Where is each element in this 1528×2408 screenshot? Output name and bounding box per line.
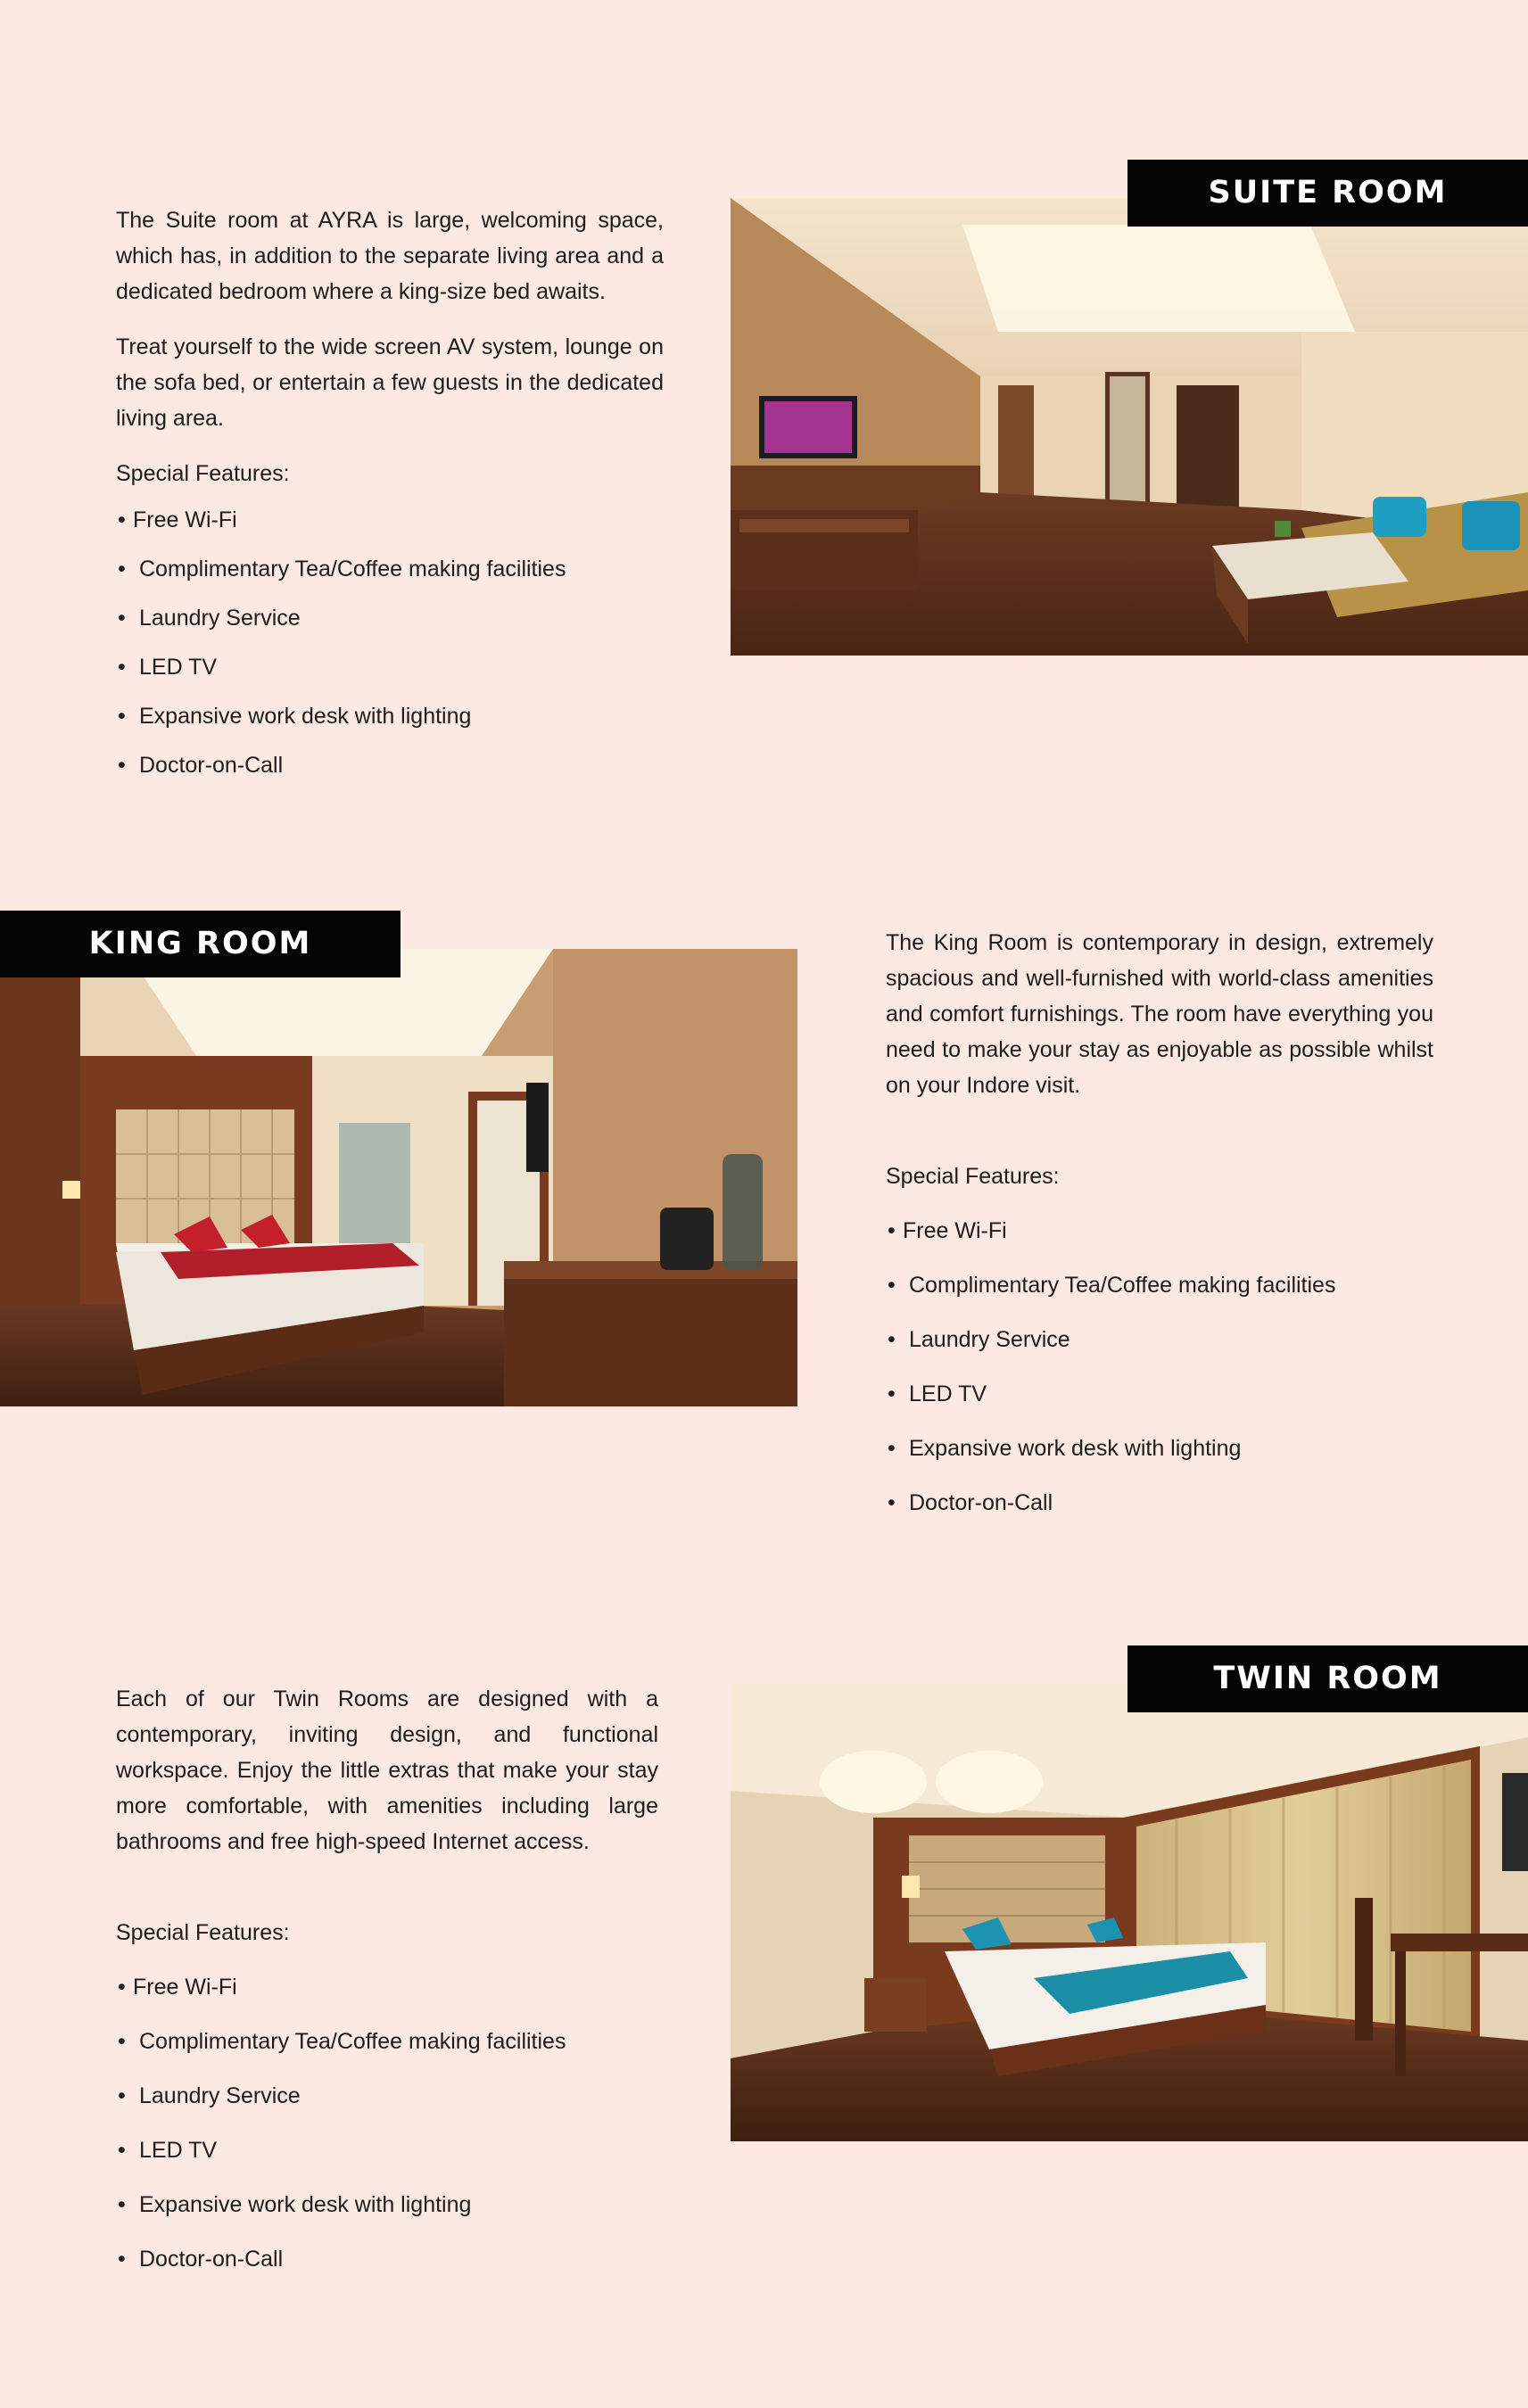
twin-room-photo	[731, 1684, 1528, 2141]
list-item: • LED TV	[116, 2132, 658, 2168]
list-item: • Doctor-on-Call	[886, 1485, 1433, 1521]
suite-feature-list	[116, 502, 664, 783]
list-item: • Laundry Service	[116, 2078, 658, 2114]
suite-description-1: The Suite room at AYRA is large, welcoming space, which has, in addition to the separate living area and a dedicated bedroom where a king-size bed awaits.	[116, 208, 664, 304]
suite-description-2: Treat yourself to the wide screen AV system, lounge on the sofa bed, or entertain a few guests in the dedicated living area.	[116, 334, 664, 431]
list-item: • Free Wi-Fi	[116, 1969, 658, 2005]
twin-feature-list	[116, 1969, 658, 2277]
suite-features-title: Special Features:	[116, 461, 290, 486]
king-room-label: KING ROOM	[0, 911, 401, 977]
king-room-text	[886, 925, 1433, 1534]
twin-room-text	[116, 1681, 658, 2290]
list-item: • Complimentary Tea/Coffee making facilities	[886, 1267, 1433, 1303]
list-item: • Expansive work desk with lighting	[116, 698, 664, 734]
list-item: • Doctor-on-Call	[116, 2241, 658, 2277]
list-item: • Complimentary Tea/Coffee making facilities	[116, 2024, 658, 2059]
list-item: • Doctor-on-Call	[116, 747, 664, 783]
list-item: • Expansive work desk with lighting	[886, 1431, 1433, 1466]
twin-features-title: Special Features:	[116, 1920, 290, 1945]
list-item: • Complimentary Tea/Coffee making facilities	[116, 551, 664, 587]
twin-room-label: TWIN ROOM	[1127, 1645, 1528, 1712]
suite-room-text	[116, 202, 664, 796]
list-item: • Laundry Service	[886, 1322, 1433, 1357]
king-room-photo	[0, 949, 797, 1406]
suite-room-label: SUITE ROOM	[1127, 160, 1528, 227]
list-item: • LED TV	[886, 1376, 1433, 1412]
list-item: • Expansive work desk with lighting	[116, 2187, 658, 2222]
list-item: • Free Wi-Fi	[116, 502, 664, 538]
king-features-title: Special Features:	[886, 1164, 1060, 1189]
suite-room-photo	[731, 198, 1528, 656]
list-item: • LED TV	[116, 649, 664, 685]
king-feature-list	[886, 1213, 1433, 1521]
list-item: • Laundry Service	[116, 600, 664, 636]
twin-description: Each of our Twin Rooms are designed with a contemporary, inviting design, and functional workspace. Enjoy the little extras that make your stay more comfortable, with amenities including large bathrooms and free high-speed Internet access.	[116, 1686, 658, 1854]
list-item: • Free Wi-Fi	[886, 1213, 1433, 1249]
king-description: The King Room is contemporary in design, extremely spacious and well-furnished with world-class amenities and comfort furnishings. The room have everything you need to make your stay as enjoyable as possible whilst on your Indore visit.	[886, 930, 1433, 1098]
